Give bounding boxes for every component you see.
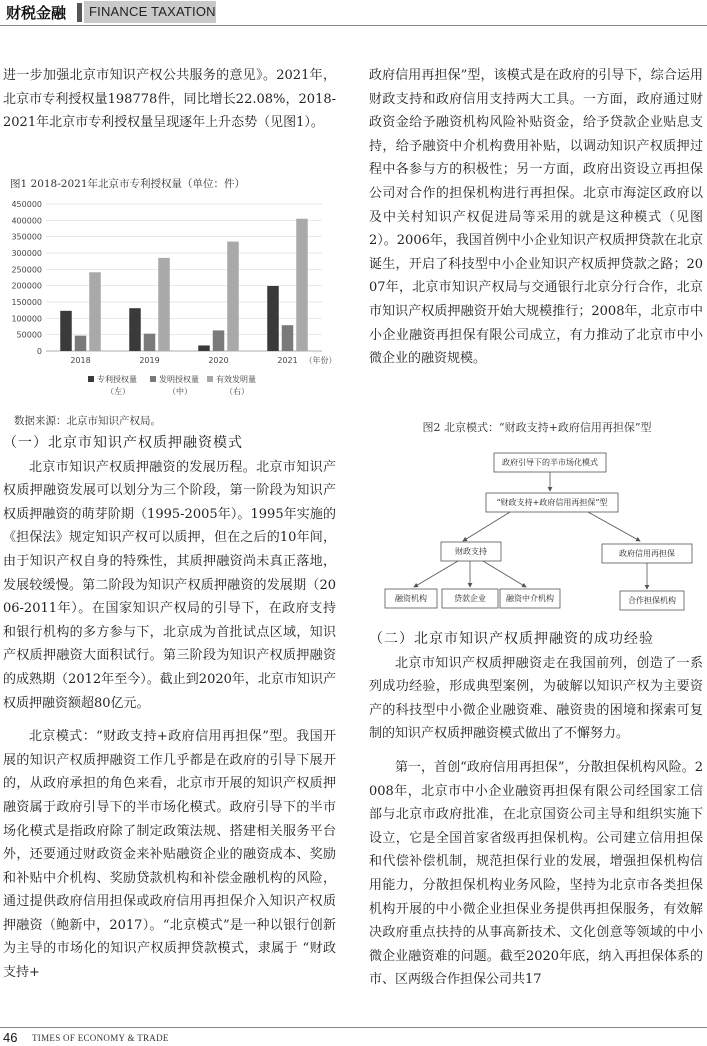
x-tick-label: 2018 <box>70 356 91 365</box>
box-leaf1-label: 融资机构 <box>395 594 427 603</box>
x-tick-label: 2021 <box>277 356 298 365</box>
section-heading-1: （一）北京市知识产权质押融资模式 <box>3 435 243 451</box>
paragraph: 北京市知识产权质押融资的发展历程。北京市知识产权质押融资发展可以划分为三个阶段，第一阶段为知识产权质押融资的萌芽阶期（1995-2005年）。1995年实施的《担保法》规定知识产权可以质押，但在之后的10年间，由于知识产权自身的特殊性，其质押融资尚未真正落地，发展较缓慢。第二阶段为知识产权质押融资的发展期（2006-2011年）。在国家知识产权局的引导下，在政府支持和银行机构的多方参与下，北京成为首批试点区域，知识产权质押融资大面积试行。第三阶段为知识产权质押融资的成熟期（2012年至今）。截止到2020年，北京市知识产权质押融资额超80亿元。 <box>3 459 336 711</box>
legend-swatch <box>207 376 213 382</box>
y-tick-label: 450000 <box>11 200 42 209</box>
header-rule <box>0 25 707 26</box>
box-leaf3-label: 融资中介机构 <box>506 594 554 603</box>
right-column-bottom <box>369 628 703 992</box>
legend-label: 发明授权量 <box>159 375 199 384</box>
y-tick-label: 300000 <box>11 249 42 258</box>
paragraph: 进一步加强北京市知识产权公共服务的意见》。2021年，北京市专利授权量198778件，同比增长22.08%，2018-2021年北京市专利授权量呈现逐年上升态势（见图1）。 <box>3 68 336 131</box>
y-tick-label: 250000 <box>11 265 42 275</box>
box-middle-label: “财政支持+政府信用再担保”型 <box>496 498 608 507</box>
legend-swatch <box>88 376 94 382</box>
x-tick-label: 2020 <box>208 356 229 365</box>
figure1-bar-chart <box>0 190 340 410</box>
y-tick-label: 350000 <box>11 232 42 242</box>
legend-swatch <box>150 376 156 382</box>
box-leaf4-label: 合作担保机构 <box>628 596 676 605</box>
legend-label: 有效发明量 <box>216 375 256 384</box>
figure1-caption: 图1 2018-2021年北京市专利授权量（单位：件） <box>10 178 246 190</box>
page-header <box>0 0 707 28</box>
y-tick-label: 0 <box>36 347 42 356</box>
bar <box>75 336 87 351</box>
journal-name: TIMES OF ECONOMY & TRADE <box>32 1033 169 1043</box>
footer-rule <box>0 1027 707 1028</box>
y-tick-label: 200000 <box>11 281 42 291</box>
legend-position: （左） <box>106 387 130 396</box>
y-tick-label: 400000 <box>11 216 42 226</box>
y-tick-label: 150000 <box>11 298 42 307</box>
bar <box>129 308 141 351</box>
bar <box>198 345 210 351</box>
figure2-flow-diagram <box>370 438 704 620</box>
bar <box>89 272 101 351</box>
bar <box>144 334 156 351</box>
box-finance-label: 财政支持 <box>455 547 487 556</box>
bar <box>227 242 239 351</box>
bar <box>213 330 225 351</box>
left-column-bottom <box>3 432 336 985</box>
x-axis-unit: （年份） <box>304 356 337 365</box>
section-label: FINANCE TAXATION <box>89 4 216 19</box>
header-divider-bar <box>77 3 82 22</box>
legend-position: （中） <box>168 387 192 396</box>
x-tick-label: 2019 <box>139 356 160 365</box>
bar <box>282 325 294 351</box>
y-tick-label: 100000 <box>11 314 42 324</box>
paragraph: 北京模式：“财政支持+政府信用再担保”型。我国开展的知识产权质押融资工作几乎都是在政府的引导下展开的，从政府承担的角色来看，北京市开展的知识产权质押融资属于政府引导下的半市场化模式。政府引导下的半市场化模式是指政府除了制定政策法规、搭建相关服务平台外，还要通过财政资金来补贴融资企业的融资成本、奖励和补贴中介机构、奖励贷款机构和补偿金融机构的风险，通过提供政府信用担保或政府信用再担保介入知识产权质押融资（鲍新中，2017）。“北京模式”是一种以银行创新为主导的市场化的知识产权质押贷款模式，隶属于 “财政支持+ <box>3 729 336 981</box>
legend-label: 专利授权量 <box>97 375 137 384</box>
box-credit-label: 政府信用再担保 <box>619 549 675 558</box>
y-tick-label: 50000 <box>16 330 42 340</box>
journal-logo: 财税金融 <box>6 4 67 22</box>
bar <box>296 219 308 351</box>
box-top-label: 政府引导下的半市场化模式 <box>502 458 598 467</box>
page-number: 46 <box>3 1030 18 1045</box>
legend-position: （右） <box>225 387 249 396</box>
section-heading-2: （二）北京市知识产权质押融资的成功经验 <box>369 631 654 647</box>
bar <box>158 258 170 351</box>
right-column-top <box>369 64 703 371</box>
paragraph: 政府信用再担保”型，该模式是在政府的引导下，综合运用财政支持和政府信用支持两大工具。一方面，政府通过财政资金给予融资机构风险补贴资金，给予贷款企业贴息支持，给予融资中介机构费用补贴，以调动知识产权质押过程中各参与方的积极性；另一方面，政府出资设立再担保公司对合作的担保机构进行再担保。北京市海淀区政府以及中关村知识产权促进局等采用的就是这种模式（见图2）。2006年，我国首例中小企业知识产权质押贷款在北京诞生，开启了科技型中小企业知识产权质押贷款之路；2007年，北京市知识产权局与交通银行北京分行合作，北京市知识产权质押融资开始大规模推行；2008年，北京市中小企业融资再担保有限公司成立，有力推动了北京市中小微企业的融资规模。 <box>369 68 703 367</box>
figure1-source: 数据来源：北京市知识产权局。 <box>14 415 161 427</box>
bar <box>60 311 72 351</box>
paragraph: 北京市知识产权质押融资走在我国前列，创造了一系列成功经验，形成典型案例，为破解以知识产权为主要资产的科技型中小微企业融资难、融资贵的困境和探索可复制的知识产权质押融资模式做出了不懈努力。 <box>369 655 703 742</box>
left-column-top <box>3 64 336 135</box>
page-footer <box>0 1022 707 1046</box>
box-leaf2-label: 贷款企业 <box>454 594 486 603</box>
paragraph: 第一，首创“政府信用再担保”，分散担保机构风险。2008年，北京市中小企业融资再担保有限公司经国家工信部与北京市政府批准，在北京国资公司主导和组织实施下设立，它是全国首家省级再担保机构。公司建立信用担保和代偿补偿机制，规范担保行业的发展，增强担保机构信用能力，分散担保机构业务风险，坚持为北京市各类担保机构开展的中小微企业担保业务提供再担保服务，有效解决政府重点扶持的从事高新技术、文化创意等领域的中小微企业融资难的问题。截至2020年底，纳入再担保体系的市、区两级合作担保公司共17 <box>369 759 703 988</box>
figure2-caption: 图2 北京模式：“财政支持+政府信用再担保”型 <box>422 421 652 434</box>
bar <box>267 286 279 351</box>
